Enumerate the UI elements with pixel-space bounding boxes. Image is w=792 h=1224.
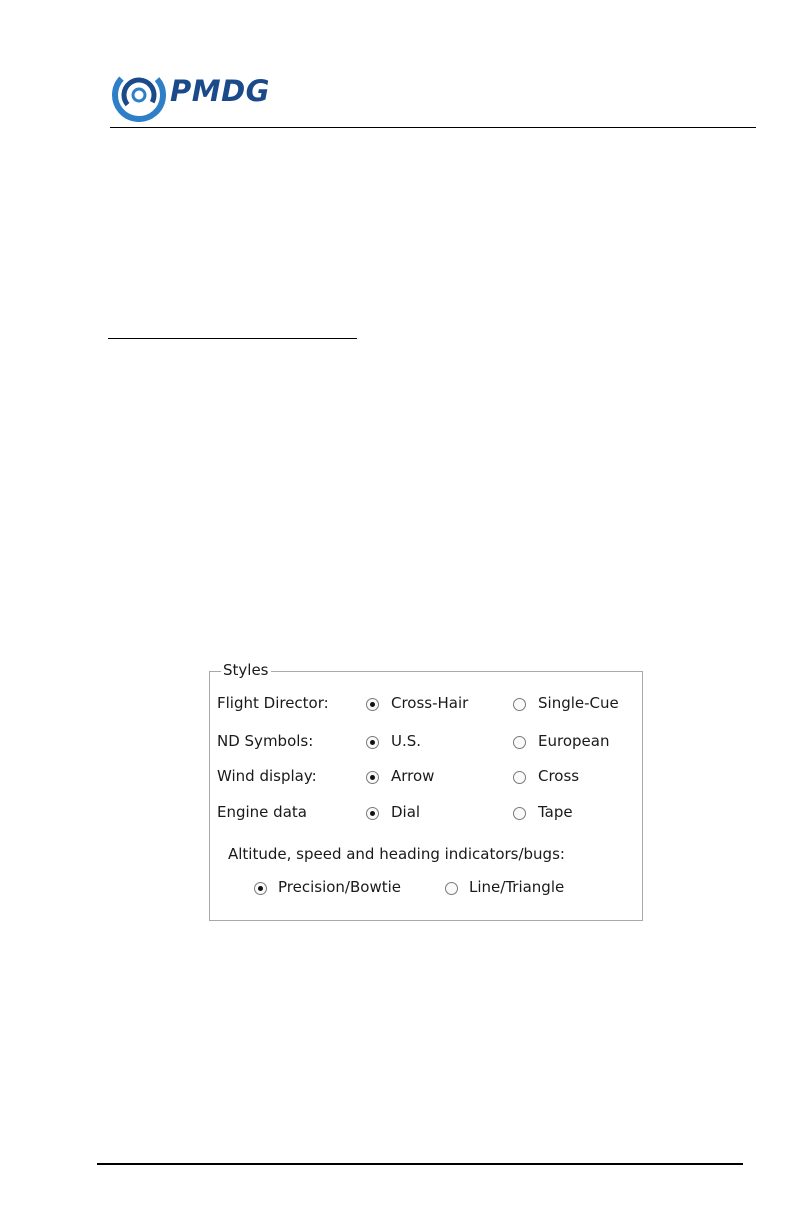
bugs-precision-bowtie-label[interactable]: Precision/Bowtie — [278, 878, 401, 896]
engine-data-tape-label[interactable]: Tape — [538, 803, 573, 821]
flight-director-cross-hair-label[interactable]: Cross-Hair — [391, 694, 469, 712]
engine-data-dial-radio[interactable] — [366, 807, 379, 820]
bugs-label: Altitude, speed and heading indicators/bugs: — [228, 845, 565, 863]
engine-data-dial-label[interactable]: Dial — [391, 803, 421, 821]
flight-director-single-cue-radio[interactable] — [513, 698, 526, 711]
nd-symbols-us-label[interactable]: U.S. — [391, 732, 422, 750]
bugs-line-triangle-radio[interactable] — [445, 882, 458, 895]
engine-data-tape-radio[interactable] — [513, 807, 526, 820]
logo-wordmark: PMDG — [170, 74, 270, 108]
section-heading-underline — [108, 338, 357, 339]
wind-display-arrow-radio[interactable] — [366, 771, 379, 784]
nd-symbols-european-radio[interactable] — [513, 736, 526, 749]
flight-director-single-cue-label[interactable]: Single-Cue — [538, 694, 619, 712]
wind-display-label: Wind display: — [217, 767, 317, 785]
footer-rule — [97, 1163, 743, 1165]
bugs-line-triangle-label[interactable]: Line/Triangle — [469, 878, 565, 896]
bugs-precision-bowtie-radio[interactable] — [254, 882, 267, 895]
engine-data-label: Engine data — [217, 803, 307, 821]
pmdg-logo — [112, 68, 292, 122]
wind-display-arrow-label[interactable]: Arrow — [391, 767, 435, 785]
pmdg-swirl-icon — [112, 68, 166, 122]
flight-director-label: Flight Director: — [217, 694, 329, 712]
styles-groupbox-title: Styles — [223, 661, 269, 679]
nd-symbols-us-radio[interactable] — [366, 736, 379, 749]
wind-display-cross-label[interactable]: Cross — [538, 767, 580, 785]
nd-symbols-label: ND Symbols: — [217, 732, 314, 750]
flight-director-cross-hair-radio[interactable] — [366, 698, 379, 711]
header-rule — [110, 127, 756, 128]
wind-display-cross-radio[interactable] — [513, 771, 526, 784]
nd-symbols-european-label[interactable]: European — [538, 732, 610, 750]
